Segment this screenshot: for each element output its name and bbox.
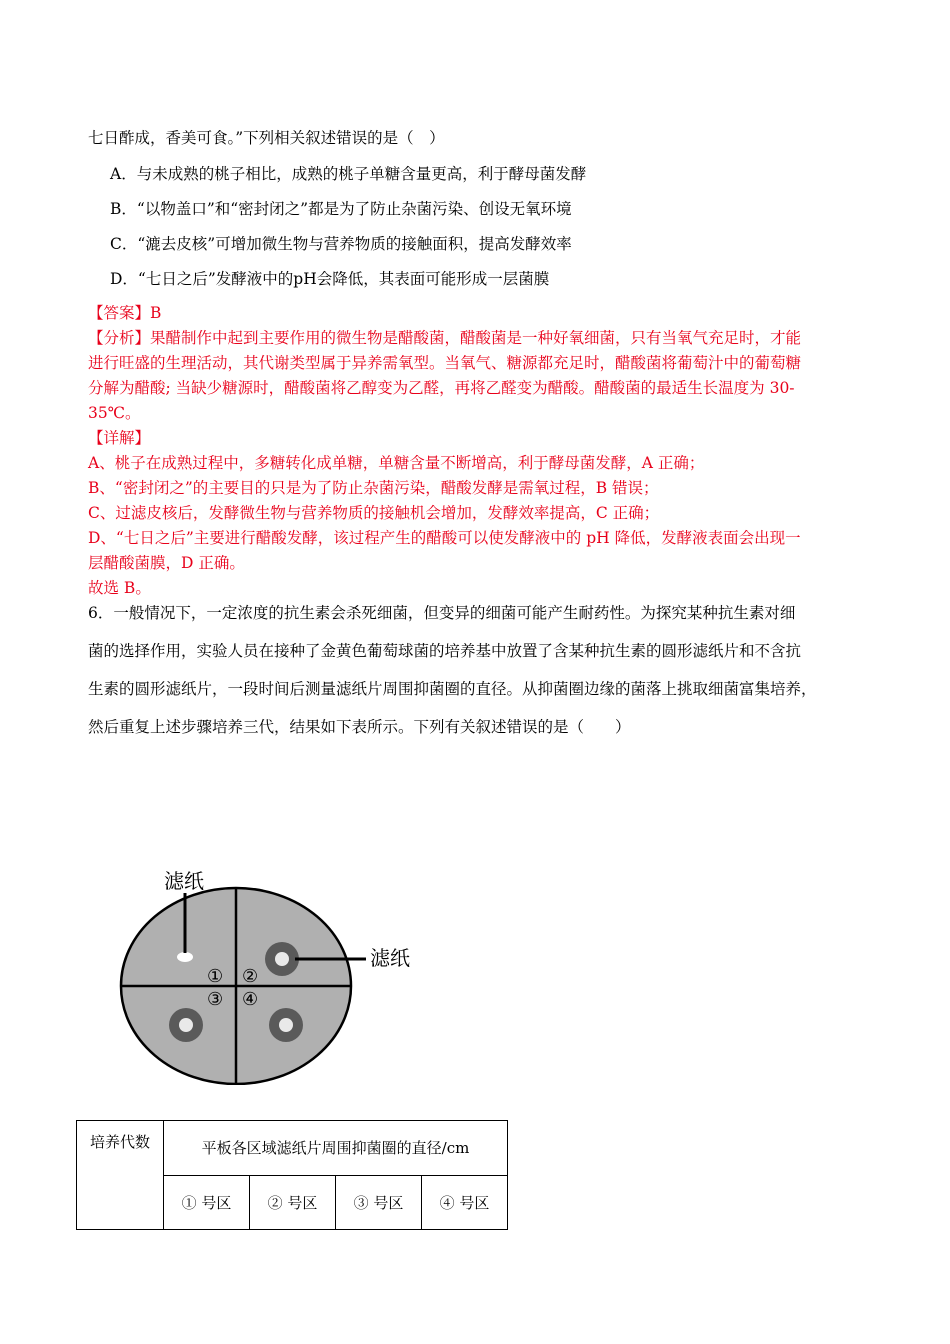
q5-analysis-line-4: 35℃。	[88, 404, 141, 422]
q6-line-4: 然后重复上述步骤培养三代，结果如下表所示。下列有关叙述错误的是（ ）	[88, 718, 631, 736]
filter-paper-label-right: 滤纸	[370, 946, 410, 970]
q5-stem: 七日酢成，香美可食。”下列相关叙述错误的是（ ）	[88, 129, 445, 147]
q5-detail-line-4: D、“七日之后”主要进行醋酸发酵，该过程产生的醋酸可以使发酵液中的 pH 降低，发酵液表面会出现一	[88, 529, 801, 547]
filter-paper-label-top: 滤纸	[164, 869, 204, 893]
q5-analysis-line-2: 进行旺盛的生理活动，其代谢类型属于异养需氧型。当氧气、糖源都充足时，醋酸菌将葡萄汁中的葡萄糖	[88, 354, 802, 372]
q5-option-a: A．与未成熟的桃子相比，成熟的桃子单糖含量更高，利于酵母菌发酵	[110, 165, 587, 183]
q5-option-c: C．“漉去皮核”可增加微生物与营养物质的接触面积，提高发酵效率	[110, 235, 572, 253]
q5-detail-line-1: A、桃子在成熟过程中，多糖转化成单糖，单糖含量不断增高，利于酵母菌发酵，A 正确；	[88, 454, 705, 472]
zone-label-4: ④	[242, 989, 259, 1010]
column-header-zone-3: ③ 号区	[336, 1175, 422, 1230]
results-table	[76, 1120, 508, 1230]
zone-label-2: ②	[242, 966, 259, 987]
q5-detail-title: 【详解】	[88, 429, 151, 447]
column-header-zone-4: ④ 号区	[422, 1175, 508, 1230]
q5-option-d: D．“七日之后”发酵液中的pH会降低，其表面可能形成一层菌膜	[110, 270, 550, 288]
filter-paper-antibiotic-3	[169, 1008, 203, 1042]
q5-analysis-line-1: 【分析】果醋制作中起到主要作用的微生物是醋酸菌，醋酸菌是一种好氧细菌，只有当氧气充足时，才能	[88, 329, 802, 347]
q5-detail-line-2: B、“密封闭之”的主要目的只是为了防止杂菌污染，醋酸发酵是需氧过程，B 错误；	[88, 479, 659, 497]
zone-label-3: ③	[207, 989, 224, 1010]
q6-line-2: 菌的选择作用，实验人员在接种了金黄色葡萄球菌的培养基中放置了含某种抗生素的圆形滤纸片和不含抗	[88, 642, 802, 660]
q5-analysis-line-3: 分解为醋酸; 当缺少糖源时，醋酸菌将乙醇变为乙醛，再将乙醛变为醋酸。醋酸菌的最适生长温度为 30-	[88, 379, 795, 397]
filter-paper-antibiotic-2	[265, 942, 299, 976]
q6-line-3: 生素的圆形滤纸片，一段时间后测量滤纸片周围抑菌圈的直径。从抑菌圈边缘的菌落上挑取细菌富集培养，	[88, 680, 817, 698]
q5-conclusion: 故选 B。	[88, 579, 151, 597]
q5-option-b: B．“以物盖口”和“密封闭之”都是为了防止杂菌污染、创设无氧环境	[110, 200, 572, 218]
filter-paper-antibiotic-4	[269, 1008, 303, 1042]
zone-label-1: ①	[207, 966, 224, 987]
petri-dish-figure	[110, 855, 440, 1085]
q6-line-1: 6．一般情况下，一定浓度的抗生素会杀死细菌，但变异的细菌可能产生耐药性。为探究某种抗生素对细	[88, 604, 796, 622]
column-header-zone-2: ② 号区	[250, 1175, 336, 1230]
row-header-generation: 培养代数	[77, 1121, 164, 1230]
group-header-diameter: 平板各区域滤纸片周围抑菌圈的直径/cm	[164, 1121, 508, 1176]
filter-paper-blank	[177, 952, 193, 962]
q5-answer: 【答案】B	[88, 304, 162, 322]
q5-detail-line-5: 层醋酸菌膜，D 正确。	[88, 554, 245, 572]
column-header-zone-1: ① 号区	[164, 1175, 250, 1230]
q5-detail-line-3: C、过滤皮核后，发酵微生物与营养物质的接触机会增加，发酵效率提高，C 正确；	[88, 504, 660, 522]
